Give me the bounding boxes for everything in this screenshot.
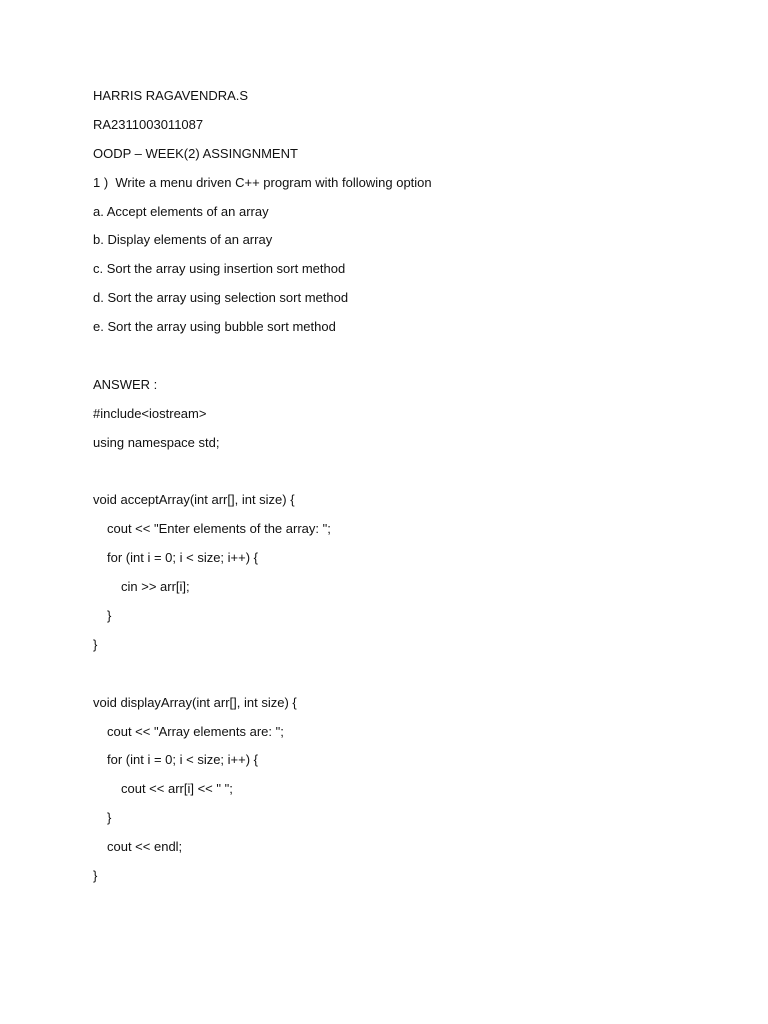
question-text: 1 ) Write a menu driven C++ program with following option [93,174,432,190]
code-line: void displayArray(int arr[], int size) { [93,694,297,710]
answer-label: ANSWER : [93,376,158,392]
registration-number: RA2311003011087 [93,116,204,132]
code-line: for (int i = 0; i < size; i++) { [107,550,259,566]
code-line: #include<iostream> [93,405,207,421]
option-item: e. Sort the array using bubble sort method [93,319,336,335]
spacer [93,462,713,491]
spacer [93,346,713,375]
code-line: } [93,868,98,884]
document-body [93,86,713,895]
option-item: b. Display elements of an array [93,232,273,248]
spacer [93,664,713,693]
option-item: a. Accept elements of an array [93,203,269,219]
code-line: cin >> arr[i]; [121,579,190,595]
code-line: } [93,636,98,652]
code-line: cout << "Array elements are: "; [107,723,284,739]
code-line: } [107,608,112,624]
code-line: cout << "Enter elements of the array: "; [107,521,331,537]
code-line: for (int i = 0; i < size; i++) { [107,752,259,768]
code-line: using namespace std; [93,434,220,450]
option-item: c. Sort the array using insertion sort method [93,261,346,277]
code-line: cout << arr[i] << " "; [121,781,233,797]
student-name: HARRIS RAGAVENDRA.S [93,88,249,103]
code-line: void acceptArray(int arr[], int size) { [93,492,295,508]
code-line: } [107,810,112,826]
assignment-title: OODP – WEEK(2) ASSINGNMENT [93,145,298,161]
code-line: cout << endl; [107,839,183,855]
option-item: d. Sort the array using selection sort method [93,290,349,306]
